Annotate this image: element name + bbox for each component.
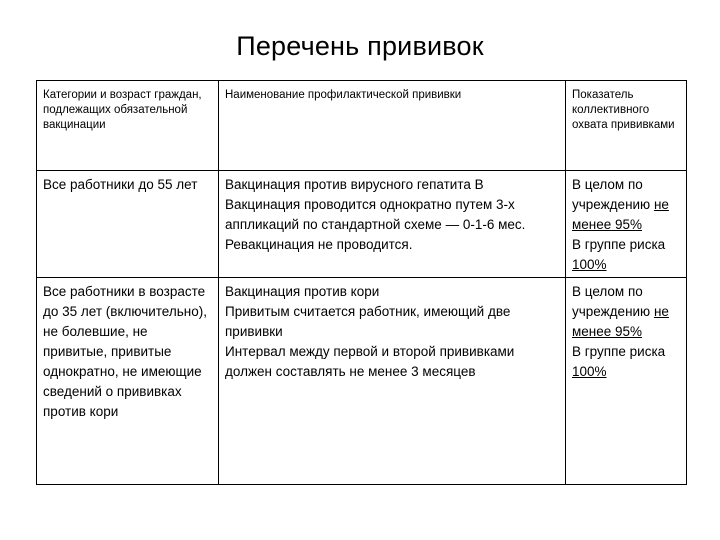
coverage-overall-value: не менее 95%	[572, 304, 669, 339]
category-cell	[37, 278, 219, 485]
vaccine-cell	[219, 171, 566, 278]
header-category: Категории и возраст граждан, подлежащих обязательной вакцинации	[37, 81, 219, 171]
category-text: Все работники до 55 лет	[43, 177, 198, 192]
table-row	[37, 278, 687, 485]
coverage-overall-prefix: В целом по учреждению	[572, 177, 651, 212]
vaccine-note: Ревакцинация не проводится.	[225, 237, 413, 252]
coverage-cell	[566, 278, 687, 485]
header-vaccine: Наименование профилактической прививки	[219, 81, 566, 171]
vaccine-note: Интервал между первой и второй прививками должен составлять не менее 3 месяцев	[225, 344, 515, 379]
coverage-risk-prefix: В группе риска	[572, 344, 666, 359]
coverage-overall-value: не менее 95%	[572, 197, 669, 232]
vaccine-title: Вакцинация против вирусного гепатита В	[225, 177, 484, 192]
coverage-cell	[566, 171, 687, 278]
vaccine-note: Вакцинация проводится однократно путем 3-х аппликаций по стандартной схеме — 0-1-6 мес.	[225, 197, 526, 232]
coverage-risk-value: 100%	[572, 364, 607, 379]
coverage-overall	[572, 282, 680, 342]
category-cell	[37, 171, 219, 278]
coverage-risk-prefix: В группе риска	[572, 237, 666, 252]
coverage-risk	[572, 342, 680, 382]
page-title: Перечень прививок	[236, 31, 484, 61]
header-coverage: Показатель коллективного охвата прививками	[566, 81, 687, 171]
table-header-row	[37, 81, 687, 171]
vaccine-title: Вакцинация против кори	[225, 284, 380, 299]
table-row	[37, 171, 687, 278]
vaccine-note: Привитым считается работник, имеющий две прививки	[225, 304, 511, 339]
coverage-risk	[572, 235, 680, 275]
vaccine-cell	[219, 278, 566, 485]
coverage-overall	[572, 175, 680, 235]
category-text: Все работники в возрасте до 35 лет (включительно), не болевшие, не привитые, привитые однократно, не имеющие сведений о прививках против кори	[43, 284, 207, 419]
coverage-risk-value: 100%	[572, 257, 607, 272]
coverage-overall-prefix: В целом по учреждению	[572, 284, 651, 319]
vaccination-table	[36, 80, 687, 485]
